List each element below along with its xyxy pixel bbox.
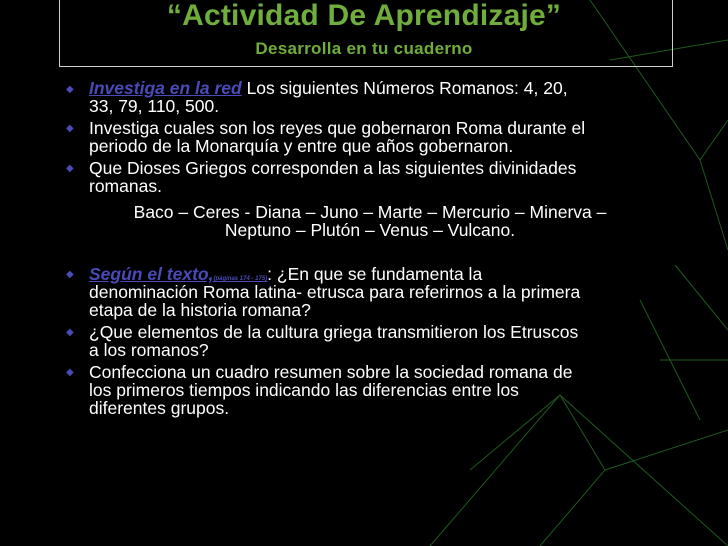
list-item-text: denominación Roma latina- etrusca para referirnos a la primera [89, 282, 581, 302]
list-item-text: ¿Que elementos de la cultura griega transmitieron los Etruscos [89, 322, 579, 342]
list-item-text: diferentes grupos. [89, 398, 230, 418]
list-item-text: los primeros tiempos indicando las diferencias entre los [89, 380, 519, 400]
slide-subtitle: Desarrolla en tu cuaderno [255, 39, 473, 58]
diamond-bullet-icon: ◆ [66, 163, 74, 174]
investiga-en-la-red-link[interactable]: Investiga en la red [89, 78, 242, 98]
diamond-bullet-icon: ◆ [66, 84, 74, 95]
diamond-bullet-icon: ◆ [66, 367, 74, 378]
divinities-line: Baco – Ceres - Diana – Juno – Marte – Mercurio – Minerva – [133, 202, 607, 222]
list-item [89, 80, 728, 97]
list-item-text: periodo de la Monarquía y entre que años gobernaron. [89, 136, 514, 156]
divinities-line: Neptuno – Plutón – Venus – Vulcano. [224, 220, 516, 240]
list-item-text: a los romanos? [89, 340, 209, 360]
list-item-text: : ¿En que se fundamenta la [267, 264, 483, 284]
list-item-text: 33, 79, 110, 500. [89, 96, 220, 116]
list-item-text: romanas. [89, 176, 162, 196]
slide-title: “Actividad De Aprendizaje” [166, 0, 562, 32]
segun-el-texto-link[interactable]: Según el texto, [89, 264, 214, 284]
list-item-text: Confecciona un cuadro resumen sobre la sociedad romana de [89, 362, 573, 382]
list-item-text: Los siguientes Números Romanos: 4, 20, [241, 78, 568, 98]
diamond-bullet-icon: ◆ [66, 269, 74, 280]
list-item-text: etapa de la historia romana? [89, 300, 311, 320]
list-item-text: Investiga cuales son los reyes que gobernaron Roma durante el [89, 118, 586, 138]
list-item-text: Que Dioses Griegos corresponden a las siguientes divinidades [89, 158, 577, 178]
diamond-bullet-icon: ◆ [66, 123, 74, 134]
diamond-bullet-icon: ◆ [66, 327, 74, 338]
page-reference[interactable]: (páginas 174 - 175) [213, 276, 268, 282]
